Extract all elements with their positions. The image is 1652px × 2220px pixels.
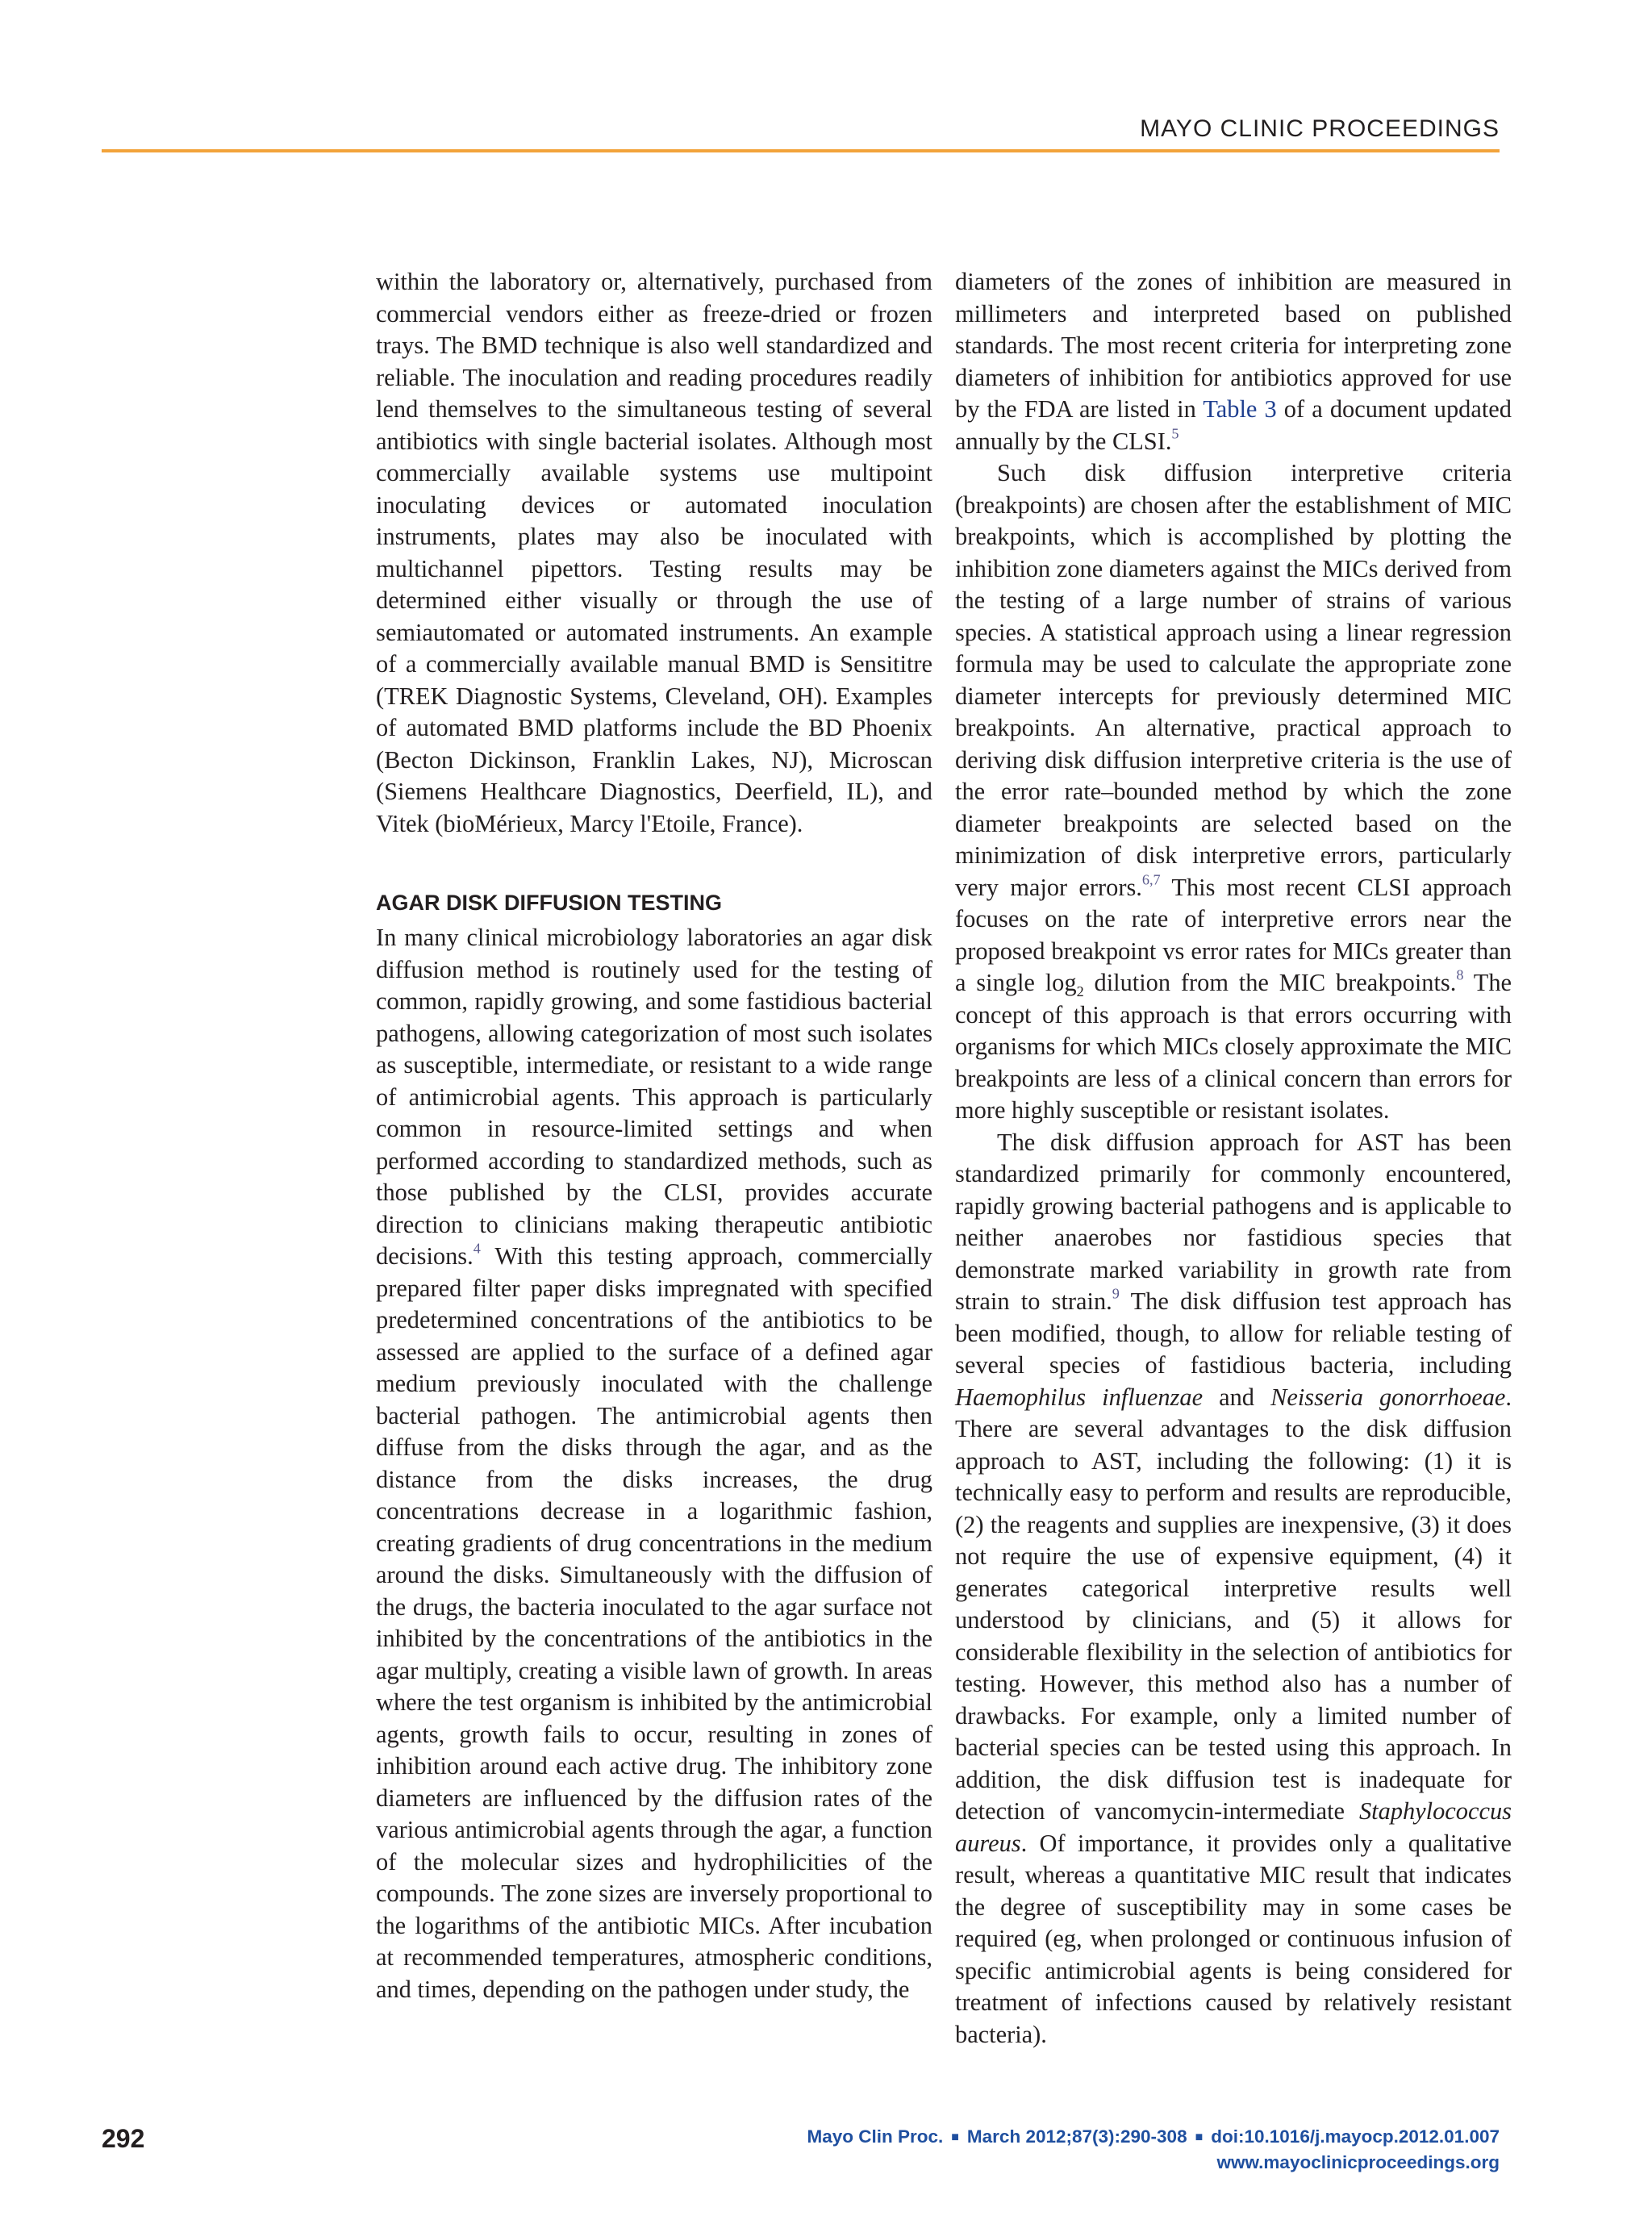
footer-doi[interactable]: doi:10.1016/j.mayocp.2012.01.007: [1211, 2126, 1500, 2147]
text-segment: of a document updated annually by the CLSI.: [955, 395, 1512, 455]
right-column: [955, 266, 1512, 2051]
left-paragraph-1: within the laboratory or, alternatively, purchased from commercial vendors either as freeze-dried or frozen trays. The BMD technique is also well standardized and reliable. The inoculation and reading procedures readily lend themselves to the simultaneous testing of several antibiotics with single bacterial isolates. Although most commercially available systems use multipoint inoculating devices or automated inoculation instruments, plates may also be inoculated with multichannel pipettors. Testing results may be determined either visually or through the use of semiautomated or automated instruments. An example of a commercially available manual BMD is Sensititre (TREK Diagnostic Systems, Cleveland, OH). Examples of automated BMD platforms include the BD Phoenix (Becton Dickinson, Franklin Lakes, NJ), Microscan (Siemens Healthcare Diagnostics, Deerfield, IL), and Vitek (bioMérieux, Marcy l'Etoile, France).: [376, 268, 932, 837]
text-segment: The disk diffusion approach for AST has been standardized primarily for commonly encountered, rapidly growing bacterial pathogens and is applicable to neither anaerobes nor fastidious species that demonstrate marked variability in growth rate from strain to strain.: [955, 1128, 1512, 1315]
footer-issue: March 2012;87(3):290-308: [966, 2126, 1187, 2147]
header-rule: [102, 149, 1500, 152]
text-segment: Such disk diffusion interpretive criteria (breakpoints) are chosen after the establishment of MIC breakpoints, which is accomplished by plotting the inhibition zone diameters against the MICs derived from the testing of a large number of strains of various species. A statistical approach using a linear regression formula may be used to calculate the appropriate zone diameter intercepts for previously determined MIC breakpoints. An alternative, practical approach to deriving disk diffusion interpretive criteria is the use of the error rate–bounded method by which the zone diameter breakpoints are selected based on the minimization of disk interpretive errors, particularly very major errors.: [955, 459, 1512, 901]
species-name: Staphylococcus aureus: [955, 1797, 1512, 1857]
right-paragraph-3: [955, 1127, 1512, 2051]
footer-citation: [807, 2124, 1500, 2175]
text-segment: The disk diffusion test approach has been modified, though, to allow for reliable testing of several species of fastidious bacteria, including: [955, 1287, 1512, 1379]
footer-website[interactable]: www.mayoclinicproceedings.org: [1216, 2152, 1500, 2172]
footer-line-1: [807, 2124, 1500, 2150]
text-segment: diameters of the zones of inhibition are measured in millimeters and interpreted based on published standards. The most recent criteria for interpreting zone diameters of inhibition for antibiotics approved for use by the FDA are listed in: [955, 268, 1512, 423]
log-subscript: 2: [1076, 983, 1084, 1000]
text-segment: . Of importance, it provides only a qualitative result, whereas a quantitative MIC result that indicates the degree of susceptibility may in some cases be required (eg, when prolonged or continuous infusion of specific antimicrobial agents is being considered for treatment of infections caused by relatively resistant bacteria).: [955, 1829, 1512, 2048]
text-segment: The concept of this approach is that errors occurring with organisms for which MICs closely approximate the MIC breakpoints are less of a clinical concern than errors for more highly susceptible or resistant isolates.: [955, 969, 1512, 1124]
text-segment: With this testing approach, commercially prepared filter paper disks impregnated with specified predetermined concentrations of the antibiotics to be assessed are applied to the surface of a defined agar medium previously inoculated with the challenge bacterial pathogen. The antimicrobial agents then diffuse from the disks through the agar, and as the distance from the disks increases, the drug concentrations decrease in a logarithmic fashion, creating gradients of drug concentrations in the medium around the disks. Simultaneously with the diffusion of the drugs, the bacteria inoculated to the agar surface not inhibited by the concentrations of the antibiotics in the agar multiply, creating a visible lawn of growth. In areas where the test organism is inhibited by the antimicrobial agents, growth fails to occur, resulting in zones of inhibition around each active drug. The inhibitory zone diameters are influenced by the diffusion rates of the various antimicrobial agents through the agar, a function of the molecular sizes and hydrophilicities of the compounds. The zone sizes are inversely proportional to the logarithms of the antibiotic MICs. After incubation at recommended temperatures, atmospheric conditions, and times, depending on the pathogen under study, the: [376, 1242, 932, 2003]
reference-citation[interactable]: 8: [1456, 966, 1464, 983]
right-paragraph-1: [955, 266, 1512, 457]
reference-citation[interactable]: 6,7: [1141, 870, 1161, 887]
text-segment: dilution from the MIC breakpoints.: [1083, 969, 1457, 996]
text-segment: . There are several advantages to the disk diffusion approach to AST, including the following: (1) it is technically easy to perform and results are reproducible, (2) the reagents and supplies are inexpensive, (3) it does not require the use of expensive equipment, (4) it generates categorical interpretive results well understood by clinicians, and (5) it allows for considerable flexibility in the selection of antibiotics for testing. However, this method also has a number of drawbacks. For example, only a limited number of bacterial species can be tested using this approach. In addition, the disk diffusion test is inadequate for detection of vancomycin-intermediate: [955, 1383, 1512, 1825]
text-segment: and: [1203, 1383, 1271, 1411]
left-paragraph-2: [376, 922, 932, 2005]
reference-citation[interactable]: 9: [1112, 1285, 1120, 1302]
section-heading: AGAR DISK DIFFUSION TESTING: [376, 891, 723, 915]
species-name: Haemophilus influenzae: [955, 1383, 1204, 1411]
page-number: 292: [102, 2124, 145, 2153]
square-bullet-icon: ■: [1195, 2130, 1204, 2144]
species-name: Neisseria gonorrhoeae: [1270, 1383, 1506, 1411]
text-segment: This most recent CLSI approach focuses on the rate of interpretive errors near the proposed breakpoint vs error rates for MICs greater than a single log: [955, 873, 1512, 996]
table-link[interactable]: Table 3: [1203, 395, 1277, 423]
left-column: [376, 266, 932, 2005]
footer-journal: Mayo Clin Proc.: [807, 2126, 944, 2147]
running-head-journal-title: MAYO CLINIC PROCEEDINGS: [1140, 115, 1500, 142]
text-segment: In many clinical microbiology laboratories an agar disk diffusion method is routinely used for the testing of common, rapidly growing, and some fastidious bacterial pathogens, allowing categorization of most such isolates as susceptible, intermediate, or resistant to a wide range of antimicrobial agents. This approach is particularly common in resource-limited settings and when performed according to standardized methods, such as those published by the CLSI, provides accurate direction to clinicians making therapeutic antibiotic decisions.: [376, 924, 932, 1270]
reference-citation[interactable]: 5: [1171, 424, 1179, 441]
square-bullet-icon: ■: [951, 2130, 959, 2144]
right-paragraph-2: [955, 457, 1512, 1127]
reference-citation[interactable]: 4: [473, 1240, 481, 1257]
